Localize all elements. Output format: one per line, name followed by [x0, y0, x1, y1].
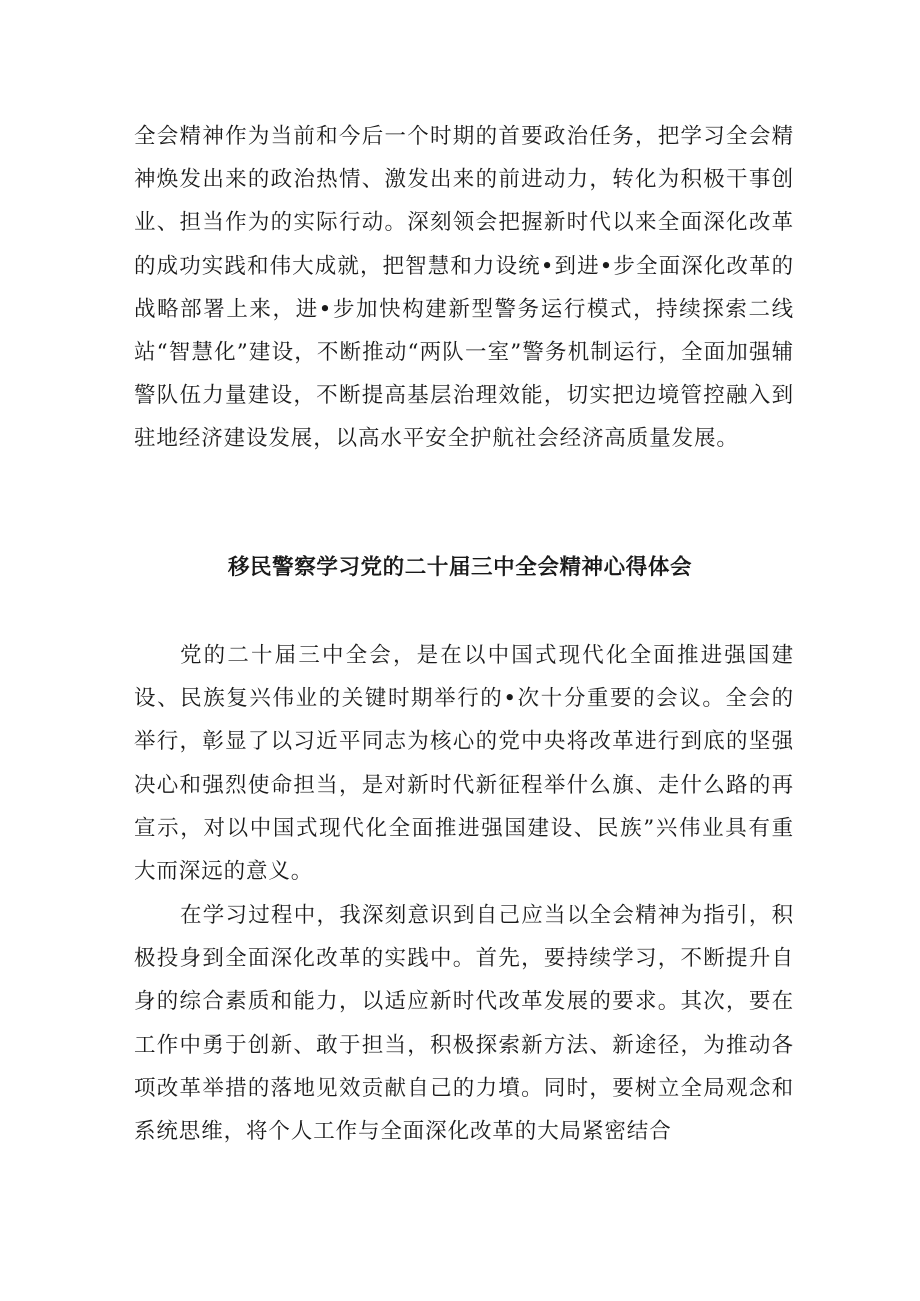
body-paragraph-2: 党的二十届三中全会，是在以中国式现代化全面推进强国建设、民族复兴伟业的关键时期举行的•次十分重要的会议。全会的举行，彰显了以习近平同志为核心的党中央将改革进行到底的坚强决心和强烈使命担当，是对新时代新征程举什么旗、走什么路的再宣示，对以中国式现代化全面推进强国建设、民族”兴伟业具有重大而深远的意义。: [134, 643, 794, 885]
body-paragraph-1: 全会精神作为当前和今后一个时期的首要政治任务，把学习全会精神焕发出来的政治热情、激发出来的前进动力，转化为积极干事创业、担当作为的实际行动。深刻领会把握新时代以来全面深化改革的成功实践和伟大成就，把智慧和力设统•到进•步全面深化改革的战略部署上来，进•步加快构建新型警务运行模式，持续探索二线站“智慧化”建设，不断推动“两队一室”警务机制运行，全面加强辅警队伍力量建设，不断提高基层治理效能，切实把边境管控融入到驻地经济建设发展，以高水平安全护航社会经济高质量发展。: [134, 124, 794, 452]
body-paragraph-3: 在学习过程中，我深刻意识到自己应当以全会精神为指引，积极投身到全面深化改革的实践中。首先，要持续学习，不断提升自身的综合素质和能力，以适应新时代改革发展的要求。其次，要在工作中勇于创新、敢于担当，积极探索新方法、新途径，为推动各项改革举措的落地见效贡献自己的力墳。同时，要树立全局观念和系统思维，将个人工作与全面深化改革的大局紧密结合: [134, 903, 794, 1145]
article-heading: 移民警察学习党的二十届三中全会精神心得体会: [227, 555, 693, 580]
